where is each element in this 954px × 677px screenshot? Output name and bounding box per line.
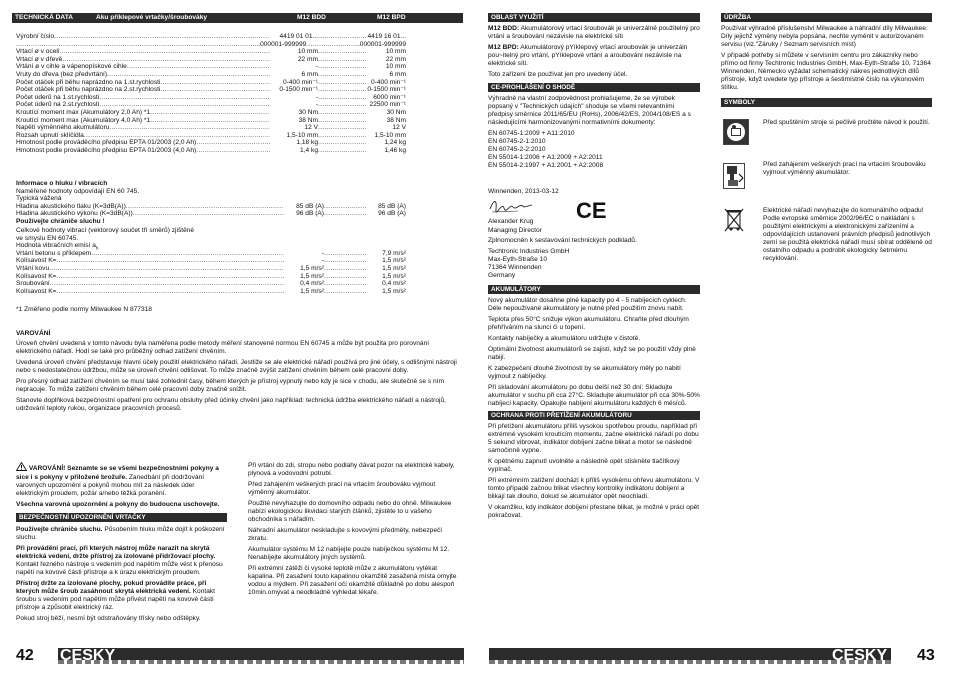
language-label-left: ČESKY bbox=[60, 647, 116, 664]
spec-label: Napětí výměnného akumulátoru bbox=[16, 124, 110, 132]
spec-value-2: 38 Nm bbox=[386, 116, 406, 124]
leader-dots bbox=[318, 63, 366, 71]
leader-dots bbox=[306, 41, 354, 49]
ce-norm: EN 55014-2:1997 + A1:2001 + A2:2008 bbox=[488, 162, 604, 170]
accumulators-section bbox=[488, 297, 700, 408]
spec-value-1: ...000001-999999 bbox=[254, 40, 307, 48]
spec-label: Šroubování bbox=[16, 280, 50, 288]
spec-row bbox=[16, 48, 406, 56]
noise-section bbox=[16, 180, 406, 295]
warning-text: Zanedbání při dodržování varovných upozornění a pokynů mohou mít za následek úder elektrickým proudem, požár a/nebo těžká poranění. bbox=[16, 474, 205, 498]
warning-paragraphs bbox=[16, 340, 462, 413]
spec-row bbox=[16, 250, 406, 258]
spec-value-1: - bbox=[315, 93, 318, 101]
spec-value-2: 30 Nm bbox=[386, 108, 406, 116]
leader-dots bbox=[50, 280, 284, 288]
leader-dots bbox=[91, 250, 284, 258]
spec-row bbox=[16, 265, 406, 273]
spec-row bbox=[16, 94, 406, 102]
right-footer-bar bbox=[489, 648, 891, 660]
symbol-text-battery: Před zahájením veškerých prací na vrtacím šroubováku vyjmout výměnný akumulátor. bbox=[763, 161, 926, 177]
spec-value-1: 0-400 min⁻¹ bbox=[283, 78, 318, 86]
spec-label: Hmotnost podle prováděcího předpisu EPTA 01/2003 (4,0 Ah) bbox=[16, 146, 197, 154]
spec-row bbox=[16, 117, 406, 125]
spec-value-2: 0-1500 min⁻¹ bbox=[367, 86, 406, 94]
spec-value-2: 0,4 m/s² bbox=[382, 280, 406, 288]
vib-intro-3-text: Hodnota vibračních emisí a bbox=[16, 242, 96, 250]
safety-p1-text: Působením hluku může dojít k poškození sluchu. bbox=[16, 526, 225, 542]
ce-norm: EN 60745-1:2009 + A11:2010 bbox=[488, 130, 575, 138]
left-footer-stripe bbox=[58, 660, 464, 664]
spec-value-2: 6000 min⁻¹ bbox=[373, 93, 406, 101]
spec-label: Hladina akustického výkonu (K=3dB(A)) bbox=[16, 210, 133, 218]
leader-dots bbox=[54, 33, 270, 41]
safety-paragraph: Při vrtání do zdi, stropu nebo podlahy dávat pozor na elektrické kabely, plynová a vodovodní potrubí. bbox=[248, 462, 455, 478]
spec-label: Hmotnost podle prováděcího předpisu EPTA 01/2003 (2,0 Ah) bbox=[16, 139, 197, 147]
ce-norm: EN 60745-2-2:2010 bbox=[488, 146, 546, 154]
spec-row bbox=[16, 132, 406, 140]
ce-authorized: Zplnomocněn k sestavování technických podkladů. bbox=[488, 236, 637, 244]
spec-value-1: 4419 01 01... bbox=[279, 33, 318, 40]
spec-value-1: 1,5 m/s² bbox=[300, 287, 324, 295]
spec-value-1: 12 V bbox=[304, 124, 318, 132]
ce-place-date: Winnenden, 2013-03-12 bbox=[488, 188, 559, 196]
leader-dots bbox=[196, 139, 270, 147]
maintenance-header: ÚDRŽBA bbox=[721, 13, 932, 22]
leader-dots bbox=[318, 101, 366, 109]
spec-label: Vrtání ø v cihle a vápenopískové cihle bbox=[16, 63, 127, 71]
leader-dots bbox=[57, 288, 285, 296]
usage-model-2: M12 BPD: bbox=[488, 44, 519, 52]
leader-dots bbox=[109, 124, 270, 132]
leader-dots bbox=[318, 33, 366, 41]
vib-table bbox=[16, 250, 406, 296]
spec-value-2: 1,5-10 mm bbox=[374, 131, 406, 139]
spec-row bbox=[16, 210, 406, 218]
spec-value-2: 96 dB (A) bbox=[378, 210, 406, 218]
spec-row bbox=[16, 101, 406, 109]
warning-title: VAROVÁNÍ bbox=[16, 330, 51, 337]
leader-dots bbox=[324, 257, 366, 265]
vib-intro-2: ve smyslu EN 60745. bbox=[16, 234, 79, 242]
spec-label: Vrtací ø v dřevě bbox=[16, 55, 63, 63]
usage-text-2: Akumulátorový pYíklepový vrtací aroubovák je univerzáln pou~itelný pro vrtání, pYíklepové vrtání a aroubování nezávisle na elektrické síti. bbox=[488, 44, 688, 68]
spec-value-2: 22500 min⁻¹ bbox=[369, 101, 406, 109]
spec-row bbox=[16, 79, 406, 87]
spec-row bbox=[16, 257, 406, 265]
spec-value-2: 1,5 m/s² bbox=[382, 272, 406, 280]
leader-dots bbox=[318, 48, 366, 56]
usage-text-3: Toto zařízení lze používat jen pro uvedený účel. bbox=[488, 71, 628, 79]
safety-p1-bold: Používejte chrániče sluchu. bbox=[16, 526, 103, 534]
spec-value-2: 7,9 m/s² bbox=[382, 249, 406, 257]
spec-label: Počet úderů na 1.st.rychlosti bbox=[16, 93, 100, 101]
ce-address bbox=[488, 248, 700, 280]
manual-icon bbox=[723, 119, 749, 145]
overload-paragraph: K opětnému zapnutí uvolněte a následně opět stiskněte tlačítkový vypínač. bbox=[488, 458, 680, 474]
spec-value-2: ...000001-999999 bbox=[354, 40, 406, 48]
leader-dots bbox=[324, 288, 366, 296]
safety-p2-text: Kontakt řezného nástroje s vedením pod napětím může vést k přenosu napětí na kovové části přístroje a k úrazu elektrickým proudem. bbox=[16, 561, 223, 577]
spec-row bbox=[16, 86, 406, 94]
leader-dots bbox=[324, 210, 366, 218]
spec-label: Vruty do dřeva (bez předvrtání) bbox=[16, 70, 108, 78]
leader-dots bbox=[84, 132, 270, 140]
spec-row bbox=[16, 147, 406, 155]
safety-p3-text: Kontakt šroubu s vedením pod napětím může přivést napětí na kovové části přístroje a způsobit elektrický ráz. bbox=[16, 588, 216, 612]
ce-address-line: Techtronic Industries GmbH bbox=[488, 247, 570, 255]
spec-label: Počet otáček při běhu naprázdno na 2.st.rychlosti bbox=[16, 86, 161, 94]
spec-value-1: 22 mm bbox=[297, 55, 318, 63]
tech-header-model-2: M12 BPD bbox=[377, 14, 406, 21]
tech-header-model-1: M12 BDD bbox=[297, 14, 326, 21]
spec-value-1: 1,5 m/s² bbox=[300, 264, 324, 272]
leader-dots bbox=[99, 101, 270, 109]
symbol-text-weee: Elektrické nářadí nevyhazujte do komunálního odpadu! Podle evropské směrnice 2002/96/EC o nakládání s použitými elektrickými a elektronickými zařízeními a odpovídajících ustanovení právních předpisů jednotlivých zemí se použitá elektrická nářadí musí sbírat odděleně od ostatního odpadu a podrobit ekologicky šetrnému recyklování. bbox=[763, 207, 932, 263]
spec-label: Počet úderů na 2.st.rychlosti bbox=[16, 101, 100, 109]
ce-address-line: Germany bbox=[488, 271, 516, 279]
safety-p3 bbox=[16, 580, 227, 612]
spec-value-2: 4419 16 01... bbox=[367, 33, 406, 40]
accumulators-header: AKUMULÁTORY bbox=[488, 285, 700, 294]
spec-row bbox=[16, 71, 406, 79]
ear-protection-note: Používejte chrániče sluchu ! bbox=[16, 217, 105, 225]
overload-section bbox=[488, 423, 700, 520]
vib-intro-1: Celkové hodnoty vibrací (vektorový součet tří směrů) zjištěné bbox=[16, 226, 195, 234]
ce-norm: EN 55014-1:2006 + A1:2009 + A2:2011 bbox=[488, 154, 603, 162]
tech-header-product: Aku příklepové vrtačky/šroubováky bbox=[96, 14, 208, 21]
spec-value-1: 38 Nm bbox=[298, 116, 318, 124]
maintenance-section bbox=[721, 25, 932, 92]
right-column-1 bbox=[488, 13, 700, 523]
warning-paragraph: Úroveň chvění uvedená v tomto návodu byla naměřena podle metody měření stanovené normou EN 60745 a může být použita pro porovnání elektrického nářadí. Hodí se také pro průběžný odhad zatížení chvěním. bbox=[16, 340, 430, 356]
spec-value-1: - bbox=[321, 249, 324, 257]
maintenance-paragraph: V případě potřeby si můžete v servisním centru pro zákazníky nebo přímo od firmy Techtronic Industries GmbH, Max-Eyth-Straße 10, 71364 Winnenden, Německo vyžádat schematický nákres jednotlivých dílů přístroje, když uvedete typ přístroje a šestimístné číslo na výkonovém štítku. bbox=[721, 52, 931, 92]
leader-dots bbox=[160, 86, 270, 94]
safety-p2-bold: Při provádění prací, při kterých nástroj může narazit na skrytá elektrická vedení, držte přístroj za izolované přidržovací plochy. bbox=[16, 545, 216, 561]
safety-paragraph: Před zahájením veškerých prací na vrtacím šroubováku vyjmout výměnný akumulátor. bbox=[248, 481, 436, 497]
usage-text-1: Akumulátorový vrtací šroubovák je univerzálně použitelný pro vrtání a šroubování nezávisle na elektrické síti bbox=[488, 25, 700, 41]
usage-section bbox=[488, 25, 700, 79]
right-column-2 bbox=[721, 13, 943, 343]
leader-dots bbox=[324, 280, 366, 288]
safety-p2 bbox=[16, 545, 227, 577]
ce-address-line: Max-Eyth-Straße 10 bbox=[488, 255, 547, 263]
footnote: *1 Změřeno podle normy Milwaukee N 877318 bbox=[16, 306, 152, 313]
accumulator-paragraph: Nový akumulátor dosáhne plné kapacity po 4 - 5 nabíjecích cyklech. Déle nepoužívané akumulátory je nutné před použitím znovu nabít. bbox=[488, 296, 687, 312]
leader-dots bbox=[318, 139, 366, 147]
leader-dots bbox=[150, 117, 270, 125]
safety-p3-bold: Přístroj držte za izolované plochy, pokud provádíte práce, při kterých může šroub zasáhnout skrytá elektrická vedení. bbox=[16, 580, 207, 596]
spec-value-2: 1,46 kg bbox=[384, 146, 406, 154]
leader-dots bbox=[324, 273, 366, 281]
leader-dots bbox=[57, 257, 285, 265]
leader-dots bbox=[318, 147, 366, 155]
spec-value-2: 6 mm bbox=[389, 70, 406, 78]
spec-row bbox=[16, 56, 406, 64]
spec-value-1: 85 dB (A) bbox=[296, 202, 324, 210]
spec-value-1: 30 Nm bbox=[298, 108, 318, 116]
spec-value-1: - bbox=[321, 257, 324, 265]
safety-paragraph: Použité nevyhazujte do domovního odpadu nebo do ohně. Milwaukee nabízí ekologickou likvidaci starých článků, zjistěte to u vašeho obchodníka s nářadím. bbox=[248, 500, 452, 524]
vib-intro-3: Hodnota vibračních emisí $a_h$ bbox=[16, 242, 99, 251]
safety-header: BEZPEČNOSTNÍ UPOZORNĚNÍ VRTAČKY bbox=[16, 513, 227, 522]
right-page bbox=[477, 0, 954, 677]
weee-bin-icon bbox=[723, 207, 745, 233]
ce-text: Výhradně na vlastní zodpovědnost prohlašujeme, že se výrobek popsaný v "Technických údajích" shoduje se všemi relevantními předpisy směrnice 2011/65/EU (RoHs), 2006/42/ES, 2004/108/ES a s následujícími harmonizovanými normativními dokumenty: bbox=[488, 95, 691, 127]
ce-header: CE-PROHLÁŠENÍ O SHODĚ bbox=[488, 83, 700, 92]
battery-remove-icon bbox=[723, 163, 745, 189]
spec-value-1: 1,5-10 mm bbox=[286, 131, 318, 139]
accumulator-paragraph: Při skladování akumulátoru po dobu delší než 30 dní: Skladujte akumulátor v suchu při cca 27°C. Skladujte akumulátor při cca 30%-50% nabíjecí kapacity. Opakujte nabíjení akumulátoru každých 6 měsíců. bbox=[488, 383, 700, 408]
leader-dots bbox=[59, 48, 270, 56]
spec-row bbox=[16, 273, 406, 281]
tech-header-title: TECHNICKÁ DATA bbox=[15, 14, 73, 21]
spec-label: Výrobní číslo bbox=[16, 33, 55, 40]
spec-label: Kroutící moment max (Akumulátory 4,0 Ah) *1 bbox=[16, 116, 151, 124]
warning-paragraph: Uvedená úroveň chvění představuje hlavní účely použití elektrického nářadí. Jestliže se ale elektrické nářadí používá pro jiné účely, s odlišnými nástroji nebo s nedostatečnou údržbou, může se úroveň chvění odlišovat. To může značně zvýšit zatížení chvěním během celé pracovní doby. bbox=[16, 359, 457, 375]
leader-dots bbox=[133, 210, 284, 218]
leader-dots bbox=[318, 56, 366, 64]
spec-value-1: 1,4 kg bbox=[300, 146, 318, 154]
leader-dots bbox=[324, 203, 366, 211]
spec-label: Vrtací ø v oceli bbox=[16, 48, 60, 56]
warning-bold-text: VAROVÁNÍ! Seznamte se se všemi bezpečnostními pokyny a sice i s pokyny v přiložené brožuře. bbox=[16, 465, 219, 482]
spec-value-2: 1,5 m/s² bbox=[382, 287, 406, 295]
accumulator-paragraph: Teplota přes 50°C snižuje výkon akumulátoru. Chraňte před dlouhým přehříváním na slunci či u topení. bbox=[488, 315, 689, 331]
spec-row bbox=[16, 203, 406, 211]
spec-label: Kolísavost K= bbox=[16, 287, 57, 295]
left-column-b bbox=[248, 462, 462, 600]
accumulator-paragraph: Optimální životnost akumulátorů se zajistí, když se po použití vždy plně nabijí. bbox=[488, 345, 696, 361]
leader-dots bbox=[318, 132, 366, 140]
leader-dots bbox=[324, 265, 366, 273]
language-label-right: ČESKY bbox=[832, 647, 888, 664]
leader-dots bbox=[324, 250, 366, 258]
leader-dots bbox=[318, 117, 366, 125]
spec-value-2: 85 dB (A) bbox=[378, 202, 406, 210]
safety-p4: Pokud stroj běží, nesmí být odstraňovány třísky nebo odštěpky. bbox=[16, 615, 201, 623]
symbol-text-manual: Před spuštěním stroje si pečlivě pročtěte návod k použití. bbox=[763, 119, 930, 127]
signature-icon bbox=[488, 197, 536, 218]
safety-paragraph: Při extrémní zátěži či vysoké teplotě může z akumulátoru vytékat kapalina. Při zasažení touto kapalinou okamžitě zasažená místa omyjte vodou a mýdlem. Při zasažení očí okamžitě důkladně po dobu alespoň 10min.omývat a neodkladně vyhledat lékaře. bbox=[248, 565, 457, 597]
page-number-left: 42 bbox=[16, 647, 34, 664]
spec-value-2: 0-400 min⁻¹ bbox=[371, 78, 406, 86]
spec-value-1: 0,4 m/s² bbox=[300, 280, 324, 288]
spec-label: Vrtání kovu bbox=[16, 264, 50, 272]
general-warning bbox=[16, 462, 227, 498]
noise-typ: Typická vážená bbox=[16, 195, 62, 203]
spec-value-2: 12 V bbox=[392, 124, 406, 132]
leader-dots bbox=[196, 147, 270, 155]
leader-dots bbox=[318, 109, 366, 117]
spec-value-2: 22 mm bbox=[385, 55, 406, 63]
warning-triangle-icon bbox=[16, 462, 27, 474]
maintenance-paragraph: Používat výhradně příslušenství Milwaukee a náhradní díly Milwaukee. Díly jejichž výměny nebyla popsána, nechte vyměnit v autorizovaném servisu (viz."Záruky / Seznam servisních míst) bbox=[721, 25, 928, 49]
spec-row bbox=[16, 63, 406, 71]
spec-value-2: 1,24 kg bbox=[384, 139, 406, 147]
leader-dots bbox=[318, 86, 366, 94]
overload-paragraph: Při extrémním zatížení dochází k příliš vysokému ohřevu akumulátoru. V tomto případě začnou blikat všechny kontrolky indikátoru dobíjení a blikají tak dlouho, dokud se akumulátor opět neochladí. bbox=[488, 477, 700, 501]
usage-header: OBLAST VYUŽITÍ bbox=[488, 13, 700, 22]
spec-value-1: 1,5 m/s² bbox=[300, 272, 324, 280]
ce-section bbox=[488, 95, 700, 280]
spec-value-1: 6 mm bbox=[301, 70, 318, 78]
leader-dots bbox=[160, 79, 270, 87]
spec-row bbox=[16, 41, 406, 49]
right-footer-stripe bbox=[489, 660, 891, 664]
ce-mark-icon: CE bbox=[576, 198, 607, 224]
spec-value-2: 10 mm bbox=[385, 63, 406, 71]
spec-label: Kroutící moment max (Akumulátory 2,0 Ah) *1 bbox=[16, 108, 151, 116]
spec-label: Kolísavost K= bbox=[16, 272, 57, 280]
leader-dots bbox=[126, 203, 284, 211]
spec-row bbox=[16, 124, 406, 132]
spec-value-1: - bbox=[315, 101, 318, 109]
ce-signer: Alexander Krug bbox=[488, 218, 534, 226]
safety-paragraph: Náhradní akumulátor neskladujte s kovovými předměty, nebezpečí zkratu. bbox=[248, 527, 443, 543]
leader-dots bbox=[49, 265, 284, 273]
left-column-a bbox=[16, 462, 227, 627]
keep-instructions-text: Všechna varovná upozornění a pokyny do budoucna uschovejte. bbox=[16, 501, 220, 509]
spec-label: Vrtání betonu s příklepem bbox=[16, 249, 92, 257]
spec-value-2: 1,5 m/s² bbox=[382, 264, 406, 272]
symbols-list bbox=[721, 113, 943, 343]
spec-row bbox=[16, 109, 406, 117]
spec-value-1: 0-1500 min⁻¹ bbox=[279, 86, 318, 94]
leader-dots bbox=[107, 71, 270, 79]
spec-label: Kolísavost K= bbox=[16, 257, 57, 265]
overload-header: OCHRANA PROTI PŘETÍŽENÍ AKUMULÁTORU bbox=[488, 411, 700, 420]
noise-title: Informace o hluku / vibracích bbox=[16, 180, 108, 187]
spec-row bbox=[16, 33, 406, 41]
warning-paragraph: Stanovte doplňková bezpečnostní opatření pro ochranu obsluhy před účinky chvění jako například: technická údržba elektrického nářadí a nástrojů, udržování teploty rukou, organizace pracovních procesů. bbox=[16, 397, 446, 413]
noise-table bbox=[16, 203, 406, 218]
spec-value-1: 96 dB (A) bbox=[296, 210, 324, 218]
leader-dots bbox=[318, 94, 366, 102]
accumulator-paragraph: Kontakty nabíječky a akumulátoru udržujte v čistotě. bbox=[488, 334, 641, 342]
leader-dots bbox=[150, 109, 270, 117]
spec-label: Hladina akustického tlaku (K=3dB(A)) bbox=[16, 202, 126, 210]
leader-dots bbox=[62, 56, 270, 64]
overload-paragraph: V okamžiku, kdy indikátor dobíjení přestane blikat, je možné v práci opět pokračovat. bbox=[488, 504, 700, 520]
tech-data-header bbox=[12, 13, 463, 23]
leader-dots bbox=[99, 94, 270, 102]
ce-role: Managing Director bbox=[488, 226, 542, 234]
noise-intro: Naměřené hodnoty odpovídají EN 60 745. bbox=[16, 187, 140, 195]
leader-dots bbox=[16, 41, 255, 49]
safety-paragraph: Akumulátor systému M 12 nabíjejte pouze nabíječkou systému M 12. Nenabíjejte akumulátory jiných systémů. bbox=[248, 546, 450, 562]
spec-value-2: 10 mm bbox=[385, 48, 406, 56]
usage-model-1: M12 BDD: bbox=[488, 25, 520, 32]
spec-row bbox=[16, 280, 406, 288]
overload-paragraph: Při přetížení akumulátoru příliš vysokou spotřebou proudu, například při extrémně vysokém kroutícím momentu, začne elektrické nářadí po dobu 5 sekund vibrovat, indikátor dobíjení začne blikat a motor se následně samočinně vypne. bbox=[488, 423, 699, 455]
spec-value-1: 10 mm bbox=[297, 48, 318, 56]
spec-row bbox=[16, 288, 406, 296]
spec-row bbox=[16, 139, 406, 147]
accumulator-paragraph: K zabezpečení dlouhé životnosti by se akumulátory měly po nabití vyjmout z nabíječky. bbox=[488, 364, 681, 380]
leader-dots bbox=[57, 273, 285, 281]
left-footer-bar bbox=[58, 648, 464, 660]
leader-dots bbox=[318, 71, 366, 79]
safety-p1 bbox=[16, 526, 227, 542]
warning-section bbox=[16, 330, 462, 416]
warning-paragraph: Pro přesný odhad zatížení chvěním se musí také zohlednit časy, během kterých je přístroj vypnutý nebo kdy je sice v chodu, ale skutečně se s ním nepracuje. To může zatížení chvěním během celé pracovní doby značně snížit. bbox=[16, 378, 444, 394]
spec-value-1: 1,18 kg bbox=[296, 139, 318, 147]
spec-value-1: - bbox=[315, 63, 318, 71]
leader-dots bbox=[127, 63, 270, 71]
ce-norms bbox=[488, 130, 700, 170]
page-number-right: 43 bbox=[917, 647, 935, 664]
ce-address-line: 71364 Winnenden bbox=[488, 263, 542, 271]
leader-dots bbox=[318, 124, 366, 132]
spec-value-2: 1,5 m/s² bbox=[382, 257, 406, 265]
ce-norm: EN 60745-2-1:2010 bbox=[488, 138, 546, 146]
leader-dots bbox=[318, 79, 366, 87]
spec-table bbox=[16, 33, 406, 155]
symbols-header: SYMBOLY bbox=[721, 98, 932, 107]
spec-label: Počet otáček při běhu naprázdno na 1.st.rychlosti bbox=[16, 78, 161, 86]
spec-label: Rozsah upnutí sklíčidla bbox=[16, 131, 84, 139]
